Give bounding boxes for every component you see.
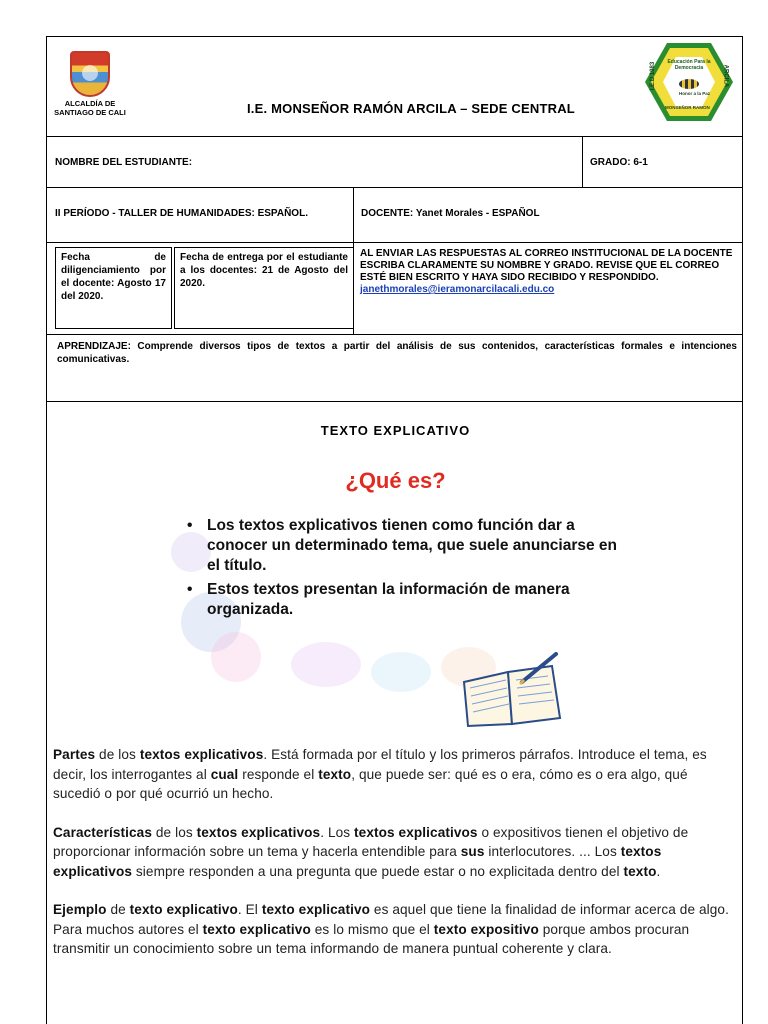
teacher-email-link[interactable]: janethmorales@ieramonarcilacali.edu.co [360,284,555,295]
school-logo-middle-text: Honor a la Paz [679,91,711,96]
period-row [46,187,743,243]
bee-icon [679,79,699,89]
aprendizaje-text: APRENDIZAJE: Comprende diversos tipos de textos a partir del análisis de sus contenidos, características formales e intenciones comunicativas. [57,341,737,365]
school-logo-bottom-text: MONSEÑOR RAMON [665,105,710,110]
school-logo-top-text: Educación Para la Democracia [667,59,711,71]
bullet-2: • Estos textos presentan la información de manera organizada. [185,580,625,620]
due-date-text: Fecha de entrega por el estudiante a los docentes: 21 de Agosto del 2020. [180,252,348,289]
section-title: TEXTO EXPLICATIVO [320,423,471,438]
school-title: I.E. MONSEÑOR RAMÓN ARCILA – SEDE CENTRAL [247,101,575,116]
school-logo-left-text: I.E.D 1983 [650,61,657,91]
paragraph-partes: Partes de los textos explicativos. Está formada por el título y los primeros párrafos. Introduce el tema, es decir, los interrogantes al cual responde el texto, que puede ser: qué es o era, cómo es o era algo, qué sucedió o por qué ocurrió un hecho. [53,747,707,801]
book-icon [460,652,564,730]
alcaldia-logo [53,51,127,117]
period-text: II PERÍODO - TALLER DE HUMANIDADES: ESPAÑOL. [55,208,308,219]
paragraph-ejemplo: Ejemplo de texto explicativo. El texto explicativo es aquel que tiene la finalidad de informar acerca de algo. Para muchos autores el texto explicativo es lo mismo que el texto expositivo porque ambos procuran transmitir un conocimiento sobre un tema informando de manera puntual coherente y clara. [53,902,729,956]
student-name-label: NOMBRE DEL ESTUDIANTE: [55,157,193,168]
school-logo [645,43,733,121]
bullet-1: • Los textos explicativos tienen como función dar a conocer un determinado tema, que suele anunciarse en el título. [185,516,625,576]
school-logo-right-text: ARCILA [722,64,729,88]
explanation-paragraphs [53,745,738,978]
teacher-label: DOCENTE: Yanet Morales - ESPAÑOL [361,208,540,219]
fill-date-cell [55,247,172,329]
question-heading: ¿Qué es? [345,468,446,493]
definition-bullets [185,516,625,620]
paragraph-caracteristicas: Características de los textos explicativos. Los textos explicativos o expositivos tienen el objetivo de proporcionar información sobre un tema y hacerla entendible para sus interlocutores. ... Los textos explicativos siempre responden a una pregunta que puede estar o no explicitada dentro del texto. [53,824,689,879]
cali-shield-icon [70,51,110,97]
content-area [46,401,743,1024]
logo-caption-1: ALCALDÍA DE [64,99,116,108]
aprendizaje-row [46,334,743,402]
instructions-body: AL ENVIAR LAS RESPUESTAS AL CORREO INSTITUCIONAL DE LA DOCENTE ESCRIBA CLARAMENTE SU NOMBRE Y GRADO. REVISE QUE EL CORREO ESTÉ BIEN ESCRITO Y HAYA SIDO RECIBIDO Y RESPONDIDO. [360,248,733,283]
due-date-cell [174,247,354,329]
instructions-text [354,242,743,302]
logo-caption-2: SANTIAGO DE CALI [54,108,126,117]
instructions-cell [353,242,743,335]
header-row [46,36,743,137]
grade-label: GRADO: 6-1 [590,157,648,168]
dates-row [46,242,743,335]
student-row [46,136,743,188]
worksheet [46,36,743,1024]
fill-date-text: Fecha de diligenciamiento por el docente: Agosto 17 del 2020. [61,252,166,302]
